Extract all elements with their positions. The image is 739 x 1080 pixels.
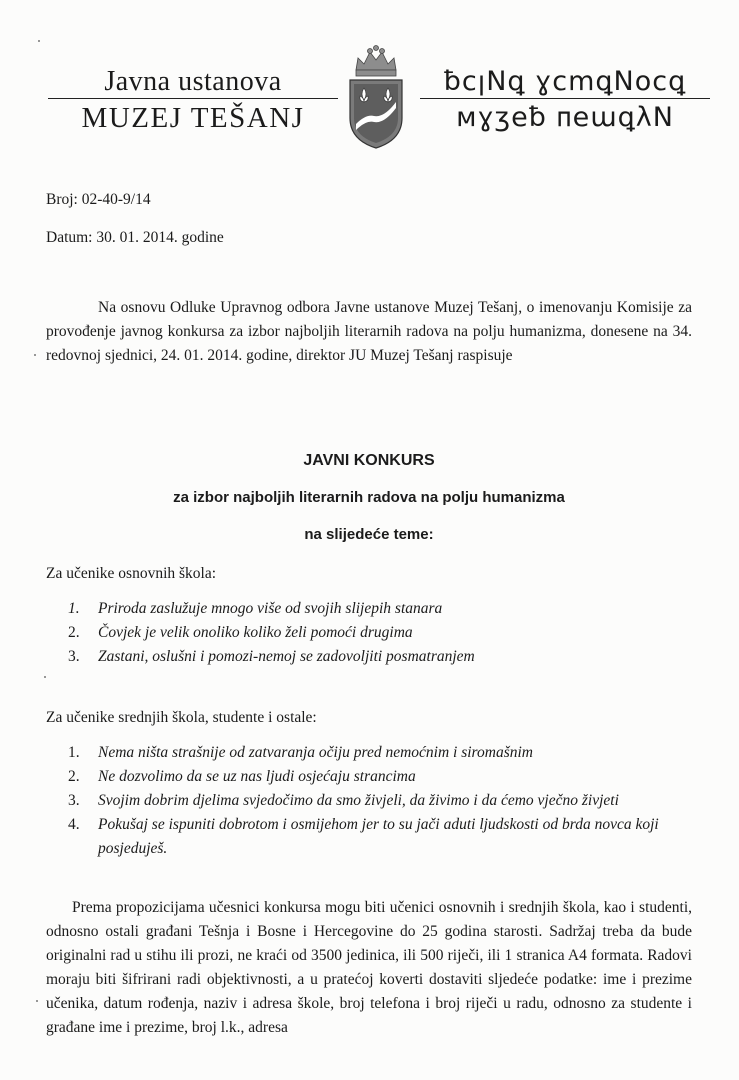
list-item: 3. Svojim dobrim djelima svjedočimo da smo živjeli, da živimo i da ćemo vječno živjeti bbox=[68, 792, 619, 809]
document-title: JAVNI KONKURS bbox=[303, 452, 435, 469]
museum-name-latin: MUZEJ TEŠANJ bbox=[81, 102, 305, 134]
section-secondary-heading: Za učenike srednjih škola, studente i ostale: bbox=[46, 709, 317, 726]
header-rule-right bbox=[420, 98, 710, 99]
topics-heading: na slijedeće teme: bbox=[304, 526, 434, 543]
header-latin bbox=[48, 66, 338, 135]
list-item: 2. Čovjek je velik onoliko koliko želi pomoći drugima bbox=[68, 624, 413, 641]
primary-topics-list bbox=[68, 597, 688, 669]
scan-speck bbox=[38, 40, 40, 42]
crown-icon bbox=[356, 46, 396, 77]
secondary-topics-list bbox=[68, 741, 708, 861]
scan-speck bbox=[34, 354, 36, 356]
museum-name-bosancica: ᴍɣʒeƀ ᴨeɯꝗλN bbox=[456, 102, 674, 133]
scan-speck bbox=[44, 676, 46, 678]
scan-speck bbox=[36, 1000, 38, 1002]
closing-paragraph: Prema propozicijama učesnici konkursa mogu biti učenici osnovnih i srednjih škola, kao i studenti, odnosno ostali građani Tešnja i Bosne i Hercegovine do 25 godina starosti. Sadržaj treba da bude originalni rad u stihu ili prozi, ne kraći od 3500 jedinica, ili 500 riječi, ili 1 stranica A4 formata. Radovi moraju biti šifrirani radi objektivnosti, a u pratećoj koverti dostaviti sljedeće podatke: ime i prezime učenika, datum rođenja, naziv i adresa škole, broj telefona i broj riječi u radu, odnosno za studente i građane ime i prezime, broj l.k., adresa bbox=[46, 899, 692, 1036]
coat-of-arms-icon bbox=[344, 44, 408, 152]
institution-name-bosancica: ƀcꞁNꝗ ɣcmꝗNocꝗ bbox=[443, 66, 687, 97]
reference-number: Broj: 02-40-9/14 bbox=[46, 191, 151, 208]
list-item: 1. Nema ništa strašnije od zatvaranja očiju pred nemoćnim i siromašnim bbox=[68, 744, 533, 761]
institution-name-latin: Javna ustanova bbox=[104, 66, 282, 97]
document-date: Datum: 30. 01. 2014. godine bbox=[46, 229, 224, 246]
list-item: 1. Priroda zaslužuje mnogo više od svojih slijepih stanara bbox=[68, 600, 443, 617]
list-item: 4. Pokušaj se ispuniti dobrotom i osmijehom jer to su jači aduti ljudskosti od brda novca koji posjeduješ. bbox=[68, 816, 659, 857]
document-subtitle: za izbor najboljih literarnih radova na polju humanizma bbox=[173, 489, 565, 506]
list-item: 2. Ne dozvolimo da se uz nas ljudi osjećaju strancima bbox=[68, 768, 416, 785]
intro-paragraph: Na osnovu Odluke Upravnog odbora Javne ustanove Muzej Tešanj, o imenovanju Komisije za provođenje javnog konkursa za izbor najboljih literarnih radova na polju humanizma, donesene na 34. redovnoj sjednici, 24. 01. 2014. godine, direktor JU Muzej Tešanj raspisuje bbox=[46, 299, 692, 364]
list-item: 3. Zastani, oslušni i pomozi-nemoj se zadovoljiti posmatranjem bbox=[68, 648, 475, 665]
header-bosancica bbox=[420, 66, 710, 135]
section-primary-heading: Za učenike osnovnih škola: bbox=[46, 565, 217, 582]
header-rule-left bbox=[48, 98, 338, 99]
